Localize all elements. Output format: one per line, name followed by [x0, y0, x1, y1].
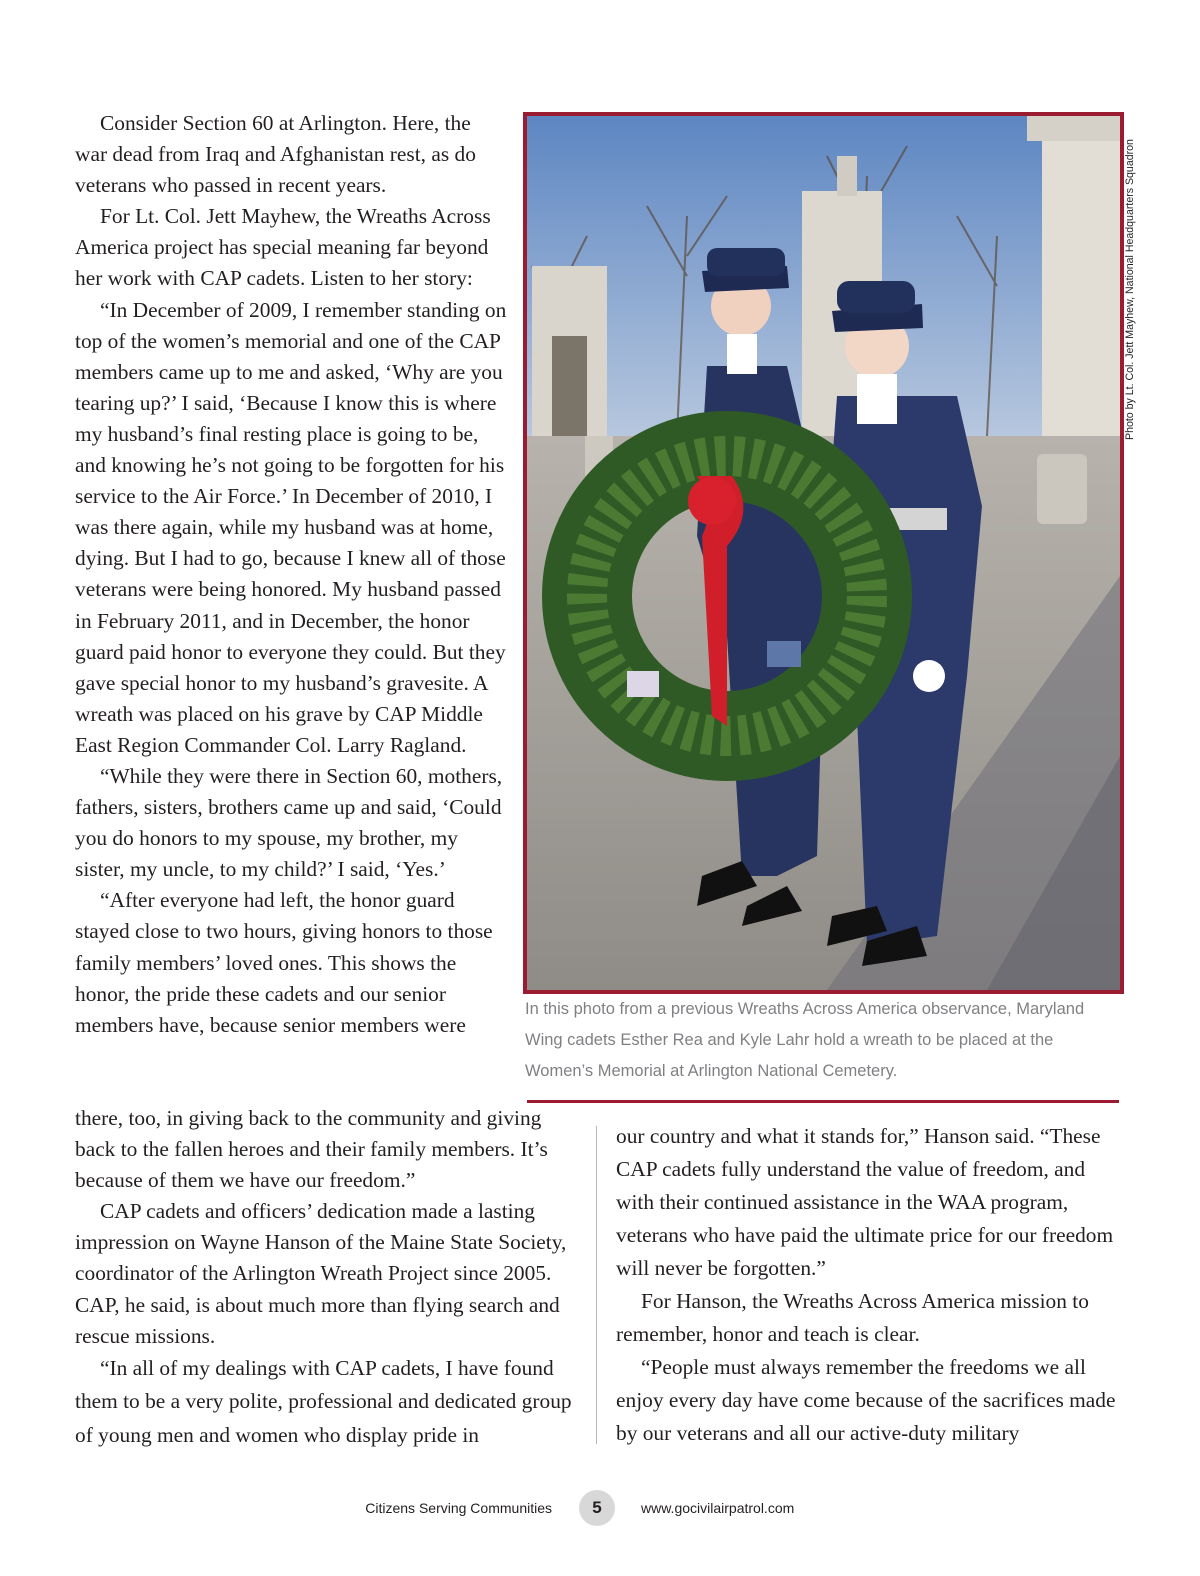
cadets-wreath-photo	[527, 116, 1120, 990]
photo-credit: Photo by Lt. Col. Jett Mayhew, National Headquarters Squadron	[1124, 139, 1136, 440]
article-column-left-bottom	[75, 1103, 575, 1452]
paragraph: “While they were there in Section 60, mothers, fathers, sisters, brothers came up and said, ‘Could you do honors to my spouse, my brother, my sister, my uncle, to my child?’ I said, ‘Yes.’	[75, 763, 503, 882]
page-number: 5	[579, 1490, 615, 1526]
paragraph: CAP cadets and officers’ dedication made a lasting impression on Wayne Hanson of the Maine State Society, coordinator of the Arlington Wreath Project since 2005. CAP, he said, is about much more than flying search and rescue missions.	[75, 1199, 567, 1348]
paragraph: For Lt. Col. Jett Mayhew, the Wreaths Across America project has special meaning far beyond her work with CAP cadets. Listen to her story:	[75, 204, 491, 291]
footer-tagline: Citizens Serving Communities	[365, 1500, 552, 1516]
article-column-left-top	[75, 108, 507, 1041]
page-footer	[0, 1486, 1200, 1526]
paragraph: “In December of 2009, I remember standing on top of the women’s memorial and one of the CAP members came up to me and asked, ‘Why are you tearing up?’ I said, ‘Because I know this is where my husband’s final resting place is going to be, and knowing he’s not going to be forgotten for his service to the Air Force.’ In December of 2010, I was there again, while my husband was at home, dying. But I had to go, because I knew all of those veterans were being honored. My husband passed in February 2011, and in December, the honor guard paid honor to everyone they could. But they gave special honor to my husband’s gravesite. A wreath was placed on his grave by CAP Middle East Region Commander Col. Larry Ragland.	[75, 297, 507, 757]
paragraph: there, too, in giving back to the community and giving back to the fallen heroes and their family members. It’s because of them we have our freedom.”	[75, 1106, 548, 1193]
paragraph: Consider Section 60 at Arlington. Here, the war dead from Iraq and Afghanistan rest, as do veterans who passed in recent years.	[75, 111, 476, 198]
column-divider	[596, 1126, 597, 1444]
paragraph: “In all of my dealings with CAP cadets, I have found them to be a very polite, professional and dedicated group of young men and women who display pride in	[75, 1355, 572, 1447]
paragraph: our country and what it stands for,” Hanson said. “These CAP cadets fully understand the value of freedom, and with their continued assistance in the WAA program, veterans who have paid the ultimate price for our freedom will never be forgotten.”	[616, 1124, 1114, 1280]
paragraph: “After everyone had left, the honor guard stayed close to two hours, giving honors to those family members’ loved ones. This shows the honor, the pride these cadets and our senior members have, because senior members were	[75, 888, 493, 1037]
paragraph: “People must always remember the freedoms we all enjoy every day have come because of the sacrifices made by our veterans and all our active-duty military	[616, 1355, 1116, 1445]
caption-divider	[527, 1100, 1119, 1103]
photo-caption: In this photo from a previous Wreaths Across America observance, Maryland Wing cadets Esther Rea and Kyle Lahr hold a wreath to be placed at the Women’s Memorial at Arlington National Cemetery.	[525, 1000, 1085, 1080]
article-column-right	[616, 1120, 1116, 1450]
paragraph: For Hanson, the Wreaths Across America mission to remember, honor and teach is clear.	[616, 1289, 1089, 1346]
photo-frame	[523, 112, 1124, 994]
footer-website: www.gocivilairpatrol.com	[641, 1500, 795, 1516]
